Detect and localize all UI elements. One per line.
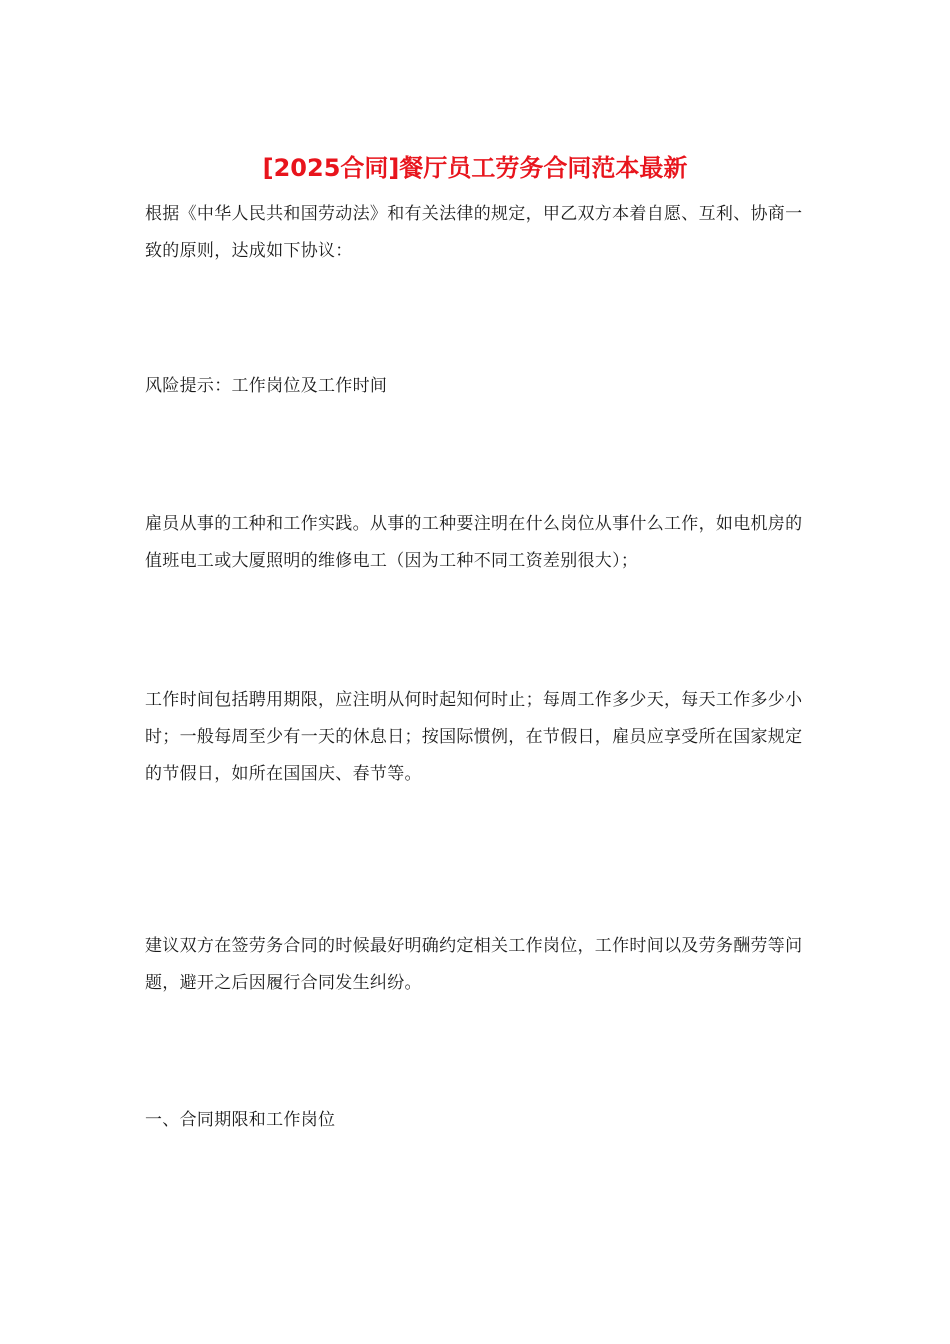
paragraph-job-type: 雇员从事的工种和工作实践。从事的工种要注明在什么岗位从事什么工作，如电机房的值班电工或大厦照明的维修电工（因为工种不同工资差别很大）； — [145, 514, 803, 571]
paragraph-work-time: 工作时间包括聘用期限，应注明从何时起知何时止；每周工作多少天，每天工作多少小时；一般每周至少有一天的休息日；按国际惯例，在节假日，雇员应享受所在国家规定的节假日，如所在国国庆、春节等。 — [145, 690, 803, 784]
paragraph-suggestion: 建议双方在签劳务合同的时候最好明确约定相关工作岗位，工作时间以及劳务酬劳等问题，避开之后因履行合同发生纠纷。 — [145, 936, 803, 993]
document-title: [2025合同]餐厅员工劳务合同范本最新 — [262, 154, 688, 182]
paragraph-risk-notice: 风险提示：工作岗位及工作时间 — [145, 376, 388, 396]
section-heading-contract-term: 一、合同期限和工作岗位 — [145, 1110, 336, 1130]
paragraph-intro: 根据《中华人民共和国劳动法》和有关法律的规定，甲乙双方本着自愿、互利、协商一致的原则，达成如下协议： — [145, 204, 803, 261]
